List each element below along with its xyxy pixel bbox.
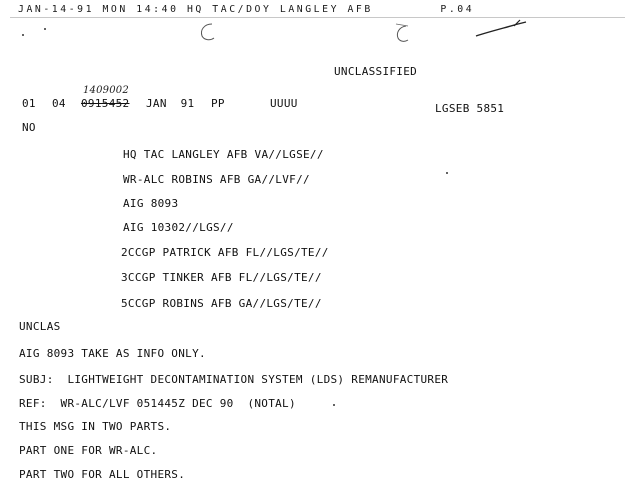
addressee-line: WR-ALC ROBINS AFB GA//LVF//: [123, 173, 310, 186]
scan-speck: [22, 34, 24, 36]
addressee-line: AIG 8093: [123, 197, 179, 210]
handwritten-dtg-correction: 1409002: [83, 85, 129, 96]
body-line: PART TWO FOR ALL OTHERS.: [19, 468, 186, 481]
routing-priority-b: 04: [52, 97, 66, 110]
struck-dtg: 0915452: [81, 97, 130, 110]
routing-codes: UUUU: [270, 97, 298, 110]
scan-speck: [44, 28, 46, 30]
routing-precedence: PP: [211, 97, 225, 110]
addressee-line: HQ TAC LANGLEY AFB VA//LGSE//: [123, 148, 324, 161]
body-classification: UNCLAS: [19, 320, 61, 333]
fax-transmission-header: JAN-14-91 MON 14:40 HQ TAC/DOY LANGLEY AFB P.04: [18, 4, 475, 15]
routing-date: JAN 91: [146, 97, 195, 110]
reference-line: REF: WR-ALC/LVF 051445Z DEC 90 (NOTAL): [19, 397, 296, 410]
addressee-line: 5CCGP ROBINS AFB GA//LGS/TE//: [121, 297, 322, 310]
routing-originator-code: LGSEB 5851: [435, 102, 505, 115]
routing-priority-a: 01: [22, 97, 36, 110]
scan-speck: [446, 172, 448, 174]
msg-flag: NO: [22, 121, 36, 134]
scan-speck: [333, 404, 335, 406]
body-line: THIS MSG IN TWO PARTS.: [19, 420, 172, 433]
punch-hole-mark: [392, 22, 414, 46]
addressee-line: 3CCGP TINKER AFB FL//LGS/TE//: [121, 271, 322, 284]
classification-heading: UNCLASSIFIED: [334, 65, 418, 78]
subject-line: SUBJ: LIGHTWEIGHT DECONTAMINATION SYSTEM (LDS) REMANUFACTURER: [19, 373, 449, 386]
punch-hole-mark: [196, 20, 220, 44]
body-line: PART ONE FOR WR-ALC.: [19, 444, 158, 457]
pen-stroke-mark: [474, 18, 530, 40]
body-line: AIG 8093 TAKE AS INFO ONLY.: [19, 347, 206, 360]
fax-header-rule: [10, 17, 625, 18]
addressee-line: 2CCGP PATRICK AFB FL//LGS/TE//: [121, 246, 329, 259]
addressee-line: AIG 10302//LGS//: [123, 221, 234, 234]
